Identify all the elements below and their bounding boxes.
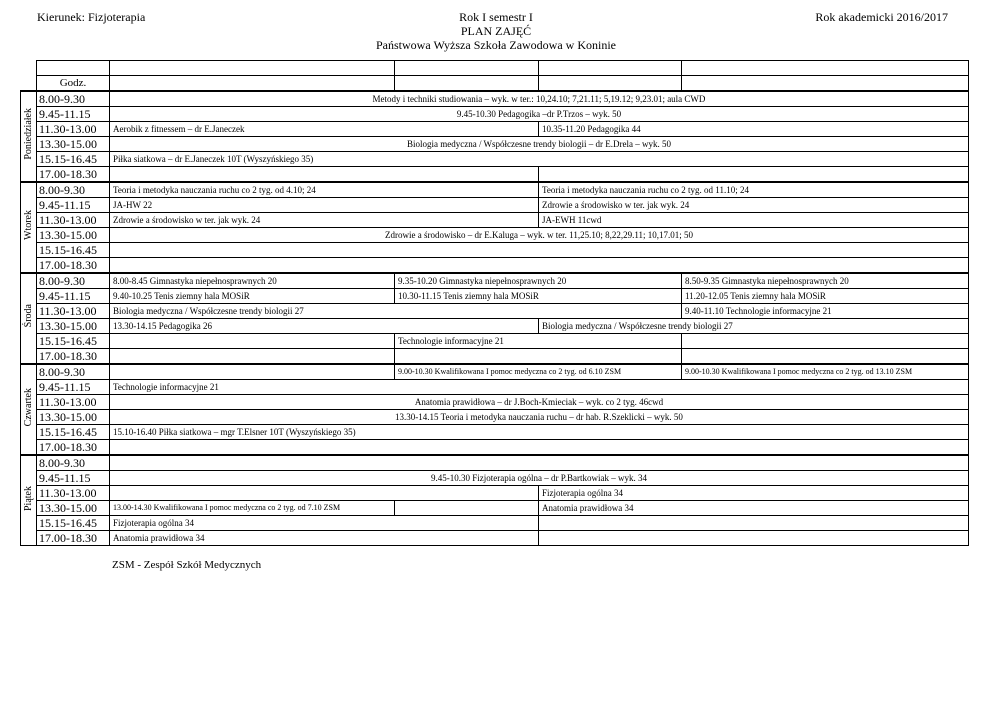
time-slot: 8.00-9.30 — [37, 364, 110, 380]
table-row — [21, 304, 969, 319]
table-row — [21, 425, 969, 440]
hours-header: Godz. — [37, 76, 110, 92]
table-row — [21, 91, 969, 107]
class-cell: Zdrowie a środowisko – dr E.Kaluga – wyk. w ter. 11,25.10; 8,22,29.11; 10,17.01; 50 — [110, 228, 969, 243]
class-cell: Fizjoterapia ogólna 34 — [110, 516, 539, 531]
table-row — [21, 364, 969, 380]
time-slot: 8.00-9.30 — [37, 273, 110, 289]
class-cell: 15.10-16.40 Piłka siatkowa – mgr T.Elsner 10T (Wyszyńskiego 35) — [110, 425, 969, 440]
table-row — [21, 258, 969, 274]
class-cell: Anatomia prawidłowa 34 — [539, 501, 969, 516]
class-cell: Teoria i metodyka nauczania ruchu co 2 tyg. od 11.10; 24 — [539, 182, 969, 198]
class-cell: 9.35-10.20 Gimnastyka niepełnosprawnych 20 — [395, 273, 682, 289]
time-slot: 17.00-18.30 — [37, 258, 110, 274]
class-cell: Anatomia prawidłowa 34 — [110, 531, 539, 546]
time-slot: 15.15-16.45 — [37, 516, 110, 531]
empty-cell — [110, 486, 539, 501]
class-cell: 13.30-14.15 Teoria i metodyka nauczania ruchu – dr hab. R.Szeklicki – wyk. 50 — [110, 410, 969, 425]
table-row — [21, 516, 969, 531]
empty-cell — [682, 349, 969, 365]
class-cell: Zdrowie a środowisko w ter. jak wyk. 24 — [110, 213, 539, 228]
table-row — [21, 137, 969, 152]
table-row — [21, 198, 969, 213]
day-label-tuesday: Wtorek — [21, 182, 37, 273]
class-cell: 9.40-10.25 Tenis ziemny hala MOSiR — [110, 289, 395, 304]
table-row — [21, 319, 969, 334]
table-row — [21, 167, 969, 183]
time-slot: 9.45-11.15 — [37, 198, 110, 213]
class-cell: Biologia medyczna / Współczesne trendy biologii 27 — [539, 319, 969, 334]
faculty-label: Kierunek: Fizjoterapia — [37, 10, 146, 24]
time-slot: 8.00-9.30 — [37, 91, 110, 107]
time-slot: 11.30-13.00 — [37, 304, 110, 319]
school-name: Państwowa Wyższa Szkoła Zawodowa w Koninie — [376, 38, 616, 52]
empty-cell — [682, 334, 969, 349]
table-row — [21, 395, 969, 410]
time-slot: 11.30-13.00 — [37, 486, 110, 501]
table-row — [21, 213, 969, 228]
table-row — [21, 289, 969, 304]
time-slot: 9.45-11.15 — [37, 471, 110, 486]
class-cell: 9.00-10.30 Kwalifikowana I pomoc medyczna co 2 tyg. od 13.10 ZSM — [682, 364, 969, 380]
class-cell: Technologie informacyjne 21 — [110, 380, 969, 395]
table-row — [21, 410, 969, 425]
plan-title: PLAN ZAJĘĆ — [460, 24, 532, 38]
class-cell: Fizjoterapia ogólna 34 — [539, 486, 969, 501]
empty-cell — [110, 167, 539, 183]
class-cell: Teoria i metodyka nauczania ruchu co 2 tyg. od 4.10; 24 — [110, 182, 539, 198]
time-slot: 15.15-16.45 — [37, 152, 110, 167]
footnote: ZSM - Zespół Szkół Medycznych — [112, 559, 262, 571]
table-row — [21, 380, 969, 395]
class-cell: 13.30-14.15 Pedagogika 26 — [110, 319, 539, 334]
time-slot: 9.45-11.15 — [37, 380, 110, 395]
class-cell: 11.20-12.05 Tenis ziemny hala MOSiR — [682, 289, 969, 304]
schedule-table — [20, 60, 969, 546]
table-row — [21, 107, 969, 122]
time-slot: 17.00-18.30 — [37, 440, 110, 456]
day-label-friday: Piątek — [21, 455, 37, 546]
empty-cell — [539, 76, 682, 92]
time-slot: 11.30-13.00 — [37, 395, 110, 410]
class-cell: Aerobik z fitnessem – dr E.Janeczek — [110, 122, 539, 137]
class-cell: JA-HW 22 — [110, 198, 539, 213]
time-slot: 13.30-15.00 — [37, 137, 110, 152]
table-row — [21, 455, 969, 471]
class-cell: 9.45-10.30 Fizjoterapia ogólna – dr P.Bartkowiak – wyk. 34 — [110, 471, 969, 486]
empty-cell — [110, 349, 395, 365]
class-cell: Technologie informacyjne 21 — [395, 334, 682, 349]
class-cell: Metody i techniki studiowania – wyk. w ter.: 10,24.10; 7,21.11; 5,19.12; 9,23.01; aula CWD — [110, 91, 969, 107]
corner-cell — [21, 61, 37, 76]
empty-cell — [539, 531, 969, 546]
empty-cell — [395, 61, 539, 76]
empty-cell — [682, 76, 969, 92]
table-row — [21, 122, 969, 137]
class-cell: 9.00-10.30 Kwalifikowana I pomoc medyczna co 2 tyg. od 6.10 ZSM — [395, 364, 682, 380]
time-slot: 13.30-15.00 — [37, 228, 110, 243]
class-cell: Biologia medyczna / Współczesne trendy biologii – dr E.Drela – wyk. 50 — [110, 137, 969, 152]
empty-cell — [110, 455, 969, 471]
class-cell: Biologia medyczna / Współczesne trendy biologii 27 — [110, 304, 682, 319]
class-cell: 10.30-11.15 Tenis ziemny hala MOSiR — [395, 289, 682, 304]
time-slot: 13.30-15.00 — [37, 501, 110, 516]
table-row — [21, 531, 969, 546]
table-row — [21, 486, 969, 501]
empty-cell — [110, 61, 395, 76]
time-slot: 8.00-9.30 — [37, 455, 110, 471]
table-row — [21, 471, 969, 486]
empty-cell — [539, 516, 969, 531]
time-slot: 8.00-9.30 — [37, 182, 110, 198]
table-row — [21, 228, 969, 243]
time-slot: 13.30-15.00 — [37, 410, 110, 425]
class-cell: Anatomia prawidłowa – dr J.Boch-Kmieciak – wyk. co 2 tyg. 46cwd — [110, 395, 969, 410]
time-slot: 9.45-11.15 — [37, 107, 110, 122]
empty-cell — [110, 243, 969, 258]
class-cell: 10.35-11.20 Pedagogika 44 — [539, 122, 969, 137]
table-row — [21, 334, 969, 349]
table-row — [21, 182, 969, 198]
class-cell: Piłka siatkowa – dr E.Janeczek 10T (Wyszyńskiego 35) — [110, 152, 969, 167]
empty-cell — [682, 61, 969, 76]
term-label: Rok I semestr I — [459, 10, 533, 24]
empty-cell — [110, 258, 969, 274]
empty-cell — [110, 334, 395, 349]
class-cell: JA-EWH 11cwd — [539, 213, 969, 228]
day-label-wednesday: Środa — [21, 273, 37, 364]
table-row — [21, 152, 969, 167]
academic-year-label: Rok akademicki 2016/2017 — [815, 10, 948, 24]
class-cell: 8.50-9.35 Gimnastyka niepełnosprawnych 20 — [682, 273, 969, 289]
empty-cell — [37, 61, 110, 76]
table-row — [21, 440, 969, 456]
table-row — [21, 61, 969, 76]
time-slot: 9.45-11.15 — [37, 289, 110, 304]
empty-cell — [395, 349, 682, 365]
table-row — [21, 501, 969, 516]
table-row — [21, 76, 969, 92]
time-slot: 11.30-13.00 — [37, 122, 110, 137]
table-row — [21, 243, 969, 258]
empty-cell — [110, 440, 969, 456]
empty-cell — [539, 61, 682, 76]
table-row — [21, 273, 969, 289]
empty-cell — [395, 76, 539, 92]
day-label-monday: Poniedziałek — [21, 91, 37, 182]
time-slot: 15.15-16.45 — [37, 243, 110, 258]
time-slot: 11.30-13.00 — [37, 213, 110, 228]
class-cell: Zdrowie a środowisko w ter. jak wyk. 24 — [539, 198, 969, 213]
time-slot: 15.15-16.45 — [37, 334, 110, 349]
table-row — [21, 349, 969, 365]
time-slot: 17.00-18.30 — [37, 167, 110, 183]
empty-cell — [110, 76, 395, 92]
time-slot: 17.00-18.30 — [37, 531, 110, 546]
corner-cell — [21, 76, 37, 92]
empty-cell — [110, 364, 395, 380]
time-slot: 13.30-15.00 — [37, 319, 110, 334]
day-label-thursday: Czwartek — [21, 364, 37, 455]
class-cell: 8.00-8.45 Gimnastyka niepełnosprawnych 20 — [110, 273, 395, 289]
time-slot: 15.15-16.45 — [37, 425, 110, 440]
time-slot: 17.00-18.30 — [37, 349, 110, 365]
empty-cell — [395, 501, 539, 516]
title-block — [300, 10, 692, 52]
class-cell: 13.00-14.30 Kwalifikowana I pomoc medyczna co 2 tyg. od 7.10 ZSM — [110, 501, 395, 516]
empty-cell — [539, 167, 969, 183]
class-cell: 9.40-11.10 Technologie informacyjne 21 — [682, 304, 969, 319]
class-cell: 9.45-10.30 Pedagogika –dr P.Trzos – wyk. 50 — [110, 107, 969, 122]
